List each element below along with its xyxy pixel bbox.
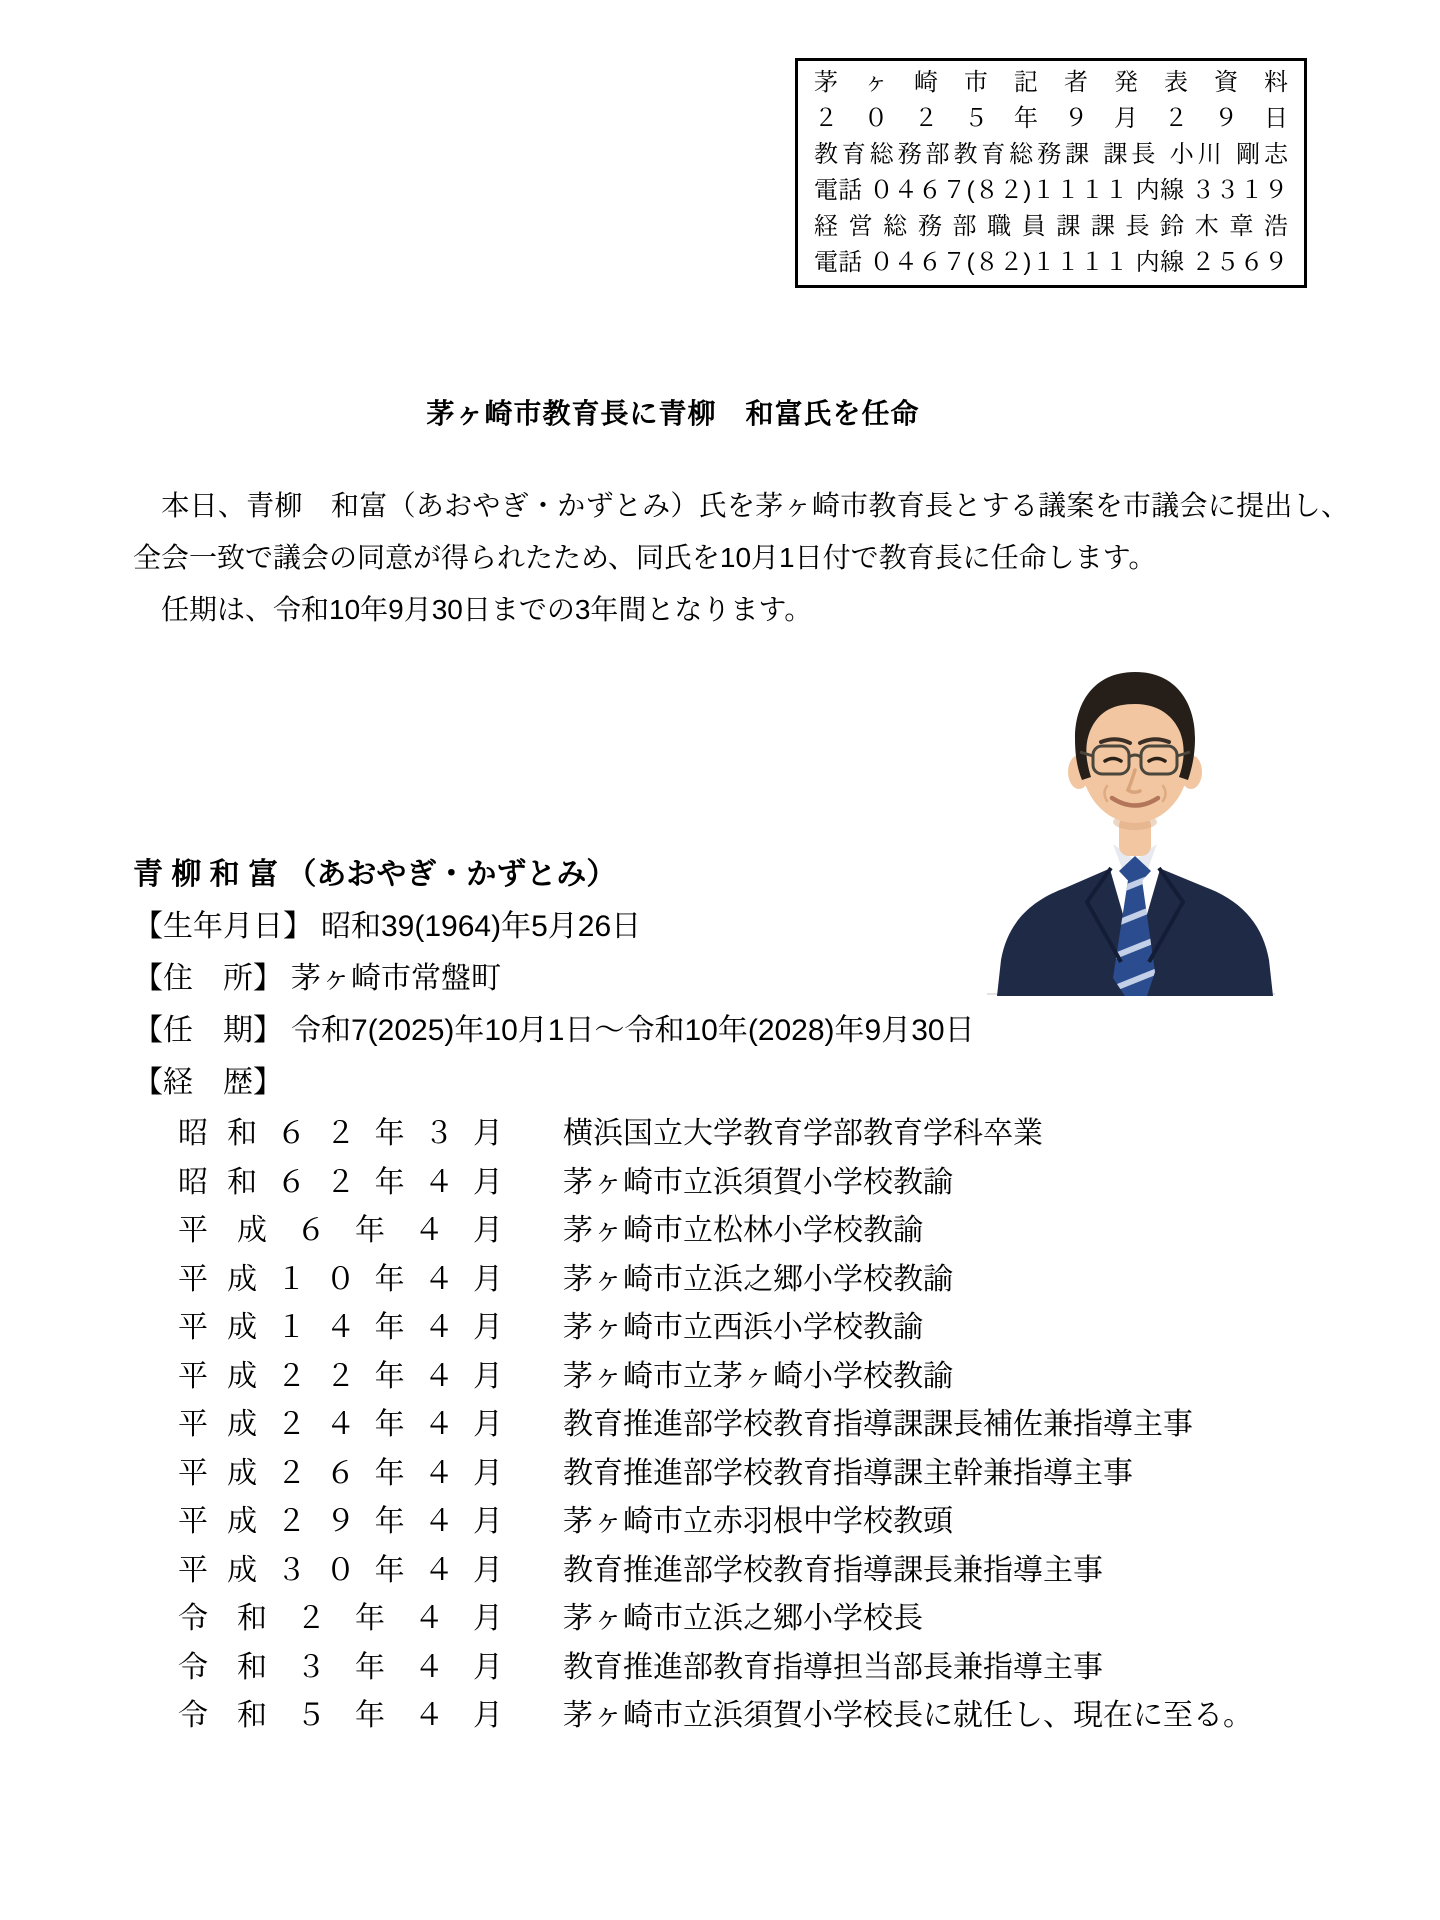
career-date: 昭 和 ６ ２ 年 ４ 月 xyxy=(178,1165,503,1199)
career-date: 平 成 ２ ２ 年 ４ 月 xyxy=(178,1359,503,1393)
career-row xyxy=(178,1207,1253,1256)
profile-value: 昭和39(1964)年5月26日 xyxy=(321,910,642,943)
press-info-contact-1: 教育総務部教育総務課 課長 小川 剛志 xyxy=(814,141,1288,168)
career-date: 令 和 ３ 年 ４ 月 xyxy=(178,1650,503,1684)
career-description: 茅ヶ崎市立浜之郷小学校長 xyxy=(563,1602,923,1635)
career-description: 教育推進部教育指導担当部長兼指導主事 xyxy=(563,1650,1103,1684)
career-description: 横浜国立大学教育学部教育学科卒業 xyxy=(563,1117,1043,1150)
career-date: 令 和 ２ 年 ４ 月 xyxy=(178,1602,503,1635)
press-info-phone-2: 電話 ０４６７(８２)１１１１ 内線 ２５６９ xyxy=(814,249,1288,276)
body-paragraph-1: 本日、青柳 和富（あおやぎ・かずとみ）氏を茅ヶ崎市教育長とする議案を市議会に提出し、全会一致で議会の同意が得られたため、同氏を10月1日付で教育長に任命します。 xyxy=(133,490,1349,573)
profile-value: 令和7(2025)年10月1日～令和10年(2028)年9月30日 xyxy=(291,1014,975,1047)
career-row xyxy=(178,1692,1253,1741)
profile-field-career xyxy=(133,1057,975,1109)
profile-label: 【任 期】 xyxy=(133,1014,283,1047)
profile-fields xyxy=(133,901,975,1109)
career-date: 平 成 ２ ４ 年 ４ 月 xyxy=(178,1408,503,1441)
profile-label: 【生年月日】 xyxy=(133,910,313,943)
career-row xyxy=(178,1110,1253,1159)
press-info-date: ２ ０ ２ ５ 年 ９ 月 ２ ９ 日 xyxy=(814,105,1288,132)
career-description: 茅ヶ崎市立西浜小学校教諭 xyxy=(563,1311,923,1344)
career-date: 平 成 ２ ６ 年 ４ 月 xyxy=(178,1456,503,1490)
career-row xyxy=(178,1498,1253,1547)
career-description: 茅ヶ崎市立浜須賀小学校教諭 xyxy=(563,1165,953,1199)
career-row xyxy=(178,1401,1253,1450)
profile-label: 【住 所】 xyxy=(133,962,283,995)
career-description: 茅ヶ崎市立赤羽根中学校教頭 xyxy=(563,1505,953,1538)
career-row xyxy=(178,1353,1253,1402)
career-description: 茅ヶ崎市立浜須賀小学校長に就任し、現在に至る。 xyxy=(563,1699,1253,1732)
press-info-org: 茅 ヶ 崎 市 記 者 発 表 資 料 xyxy=(814,69,1288,96)
career-date: 平 成 ２ ９ 年 ４ 月 xyxy=(178,1505,503,1538)
press-info-contact-2: 経 営 総 務 部 職 員 課 課 長 鈴 木 章 浩 xyxy=(814,213,1288,240)
career-date: 平 成 １ ４ 年 ４ 月 xyxy=(178,1311,503,1344)
career-description: 教育推進部学校教育指導課主幹兼指導主事 xyxy=(563,1456,1133,1490)
career-row xyxy=(178,1644,1253,1693)
body-paragraph-2: 任期は、令和10年9月30日までの3年間となります。 xyxy=(133,594,813,625)
career-description: 茅ヶ崎市立茅ヶ崎小学校教諭 xyxy=(563,1359,953,1393)
career-table xyxy=(178,1110,1253,1741)
portrait-photo xyxy=(985,640,1285,996)
person-name: 青 柳 和 富 （あおやぎ・かずとみ） xyxy=(133,858,617,891)
career-row xyxy=(178,1159,1253,1208)
career-date: 平 成 ６ 年 ４ 月 xyxy=(178,1214,503,1247)
profile-field-term xyxy=(133,1005,975,1057)
career-date: 昭 和 ６ ２ 年 ３ 月 xyxy=(178,1117,503,1150)
career-row xyxy=(178,1547,1253,1596)
profile-label: 【経 歴】 xyxy=(133,1066,283,1099)
career-description: 茅ヶ崎市立浜之郷小学校教諭 xyxy=(563,1262,953,1296)
profile-field-birthdate xyxy=(133,901,975,953)
career-description: 茅ヶ崎市立松林小学校教諭 xyxy=(563,1214,923,1247)
profile-field-address xyxy=(133,953,975,1005)
career-date: 平 成 ３ ０ 年 ４ 月 xyxy=(178,1553,503,1587)
career-date: 令 和 ５ 年 ４ 月 xyxy=(178,1699,503,1732)
profile-value: 茅ヶ崎市常盤町 xyxy=(291,962,501,995)
career-description: 教育推進部学校教育指導課長兼指導主事 xyxy=(563,1553,1103,1587)
career-row xyxy=(178,1304,1253,1353)
press-info-phone-1: 電話 ０４６７(８２)１１１１ 内線 ３３１９ xyxy=(814,177,1288,204)
body-text xyxy=(133,480,1349,636)
career-date: 平 成 １ ０ 年 ４ 月 xyxy=(178,1262,503,1296)
page-title: 茅ヶ崎市教育長に青柳 和富氏を任命 xyxy=(426,398,920,429)
career-row xyxy=(178,1450,1253,1499)
career-description: 教育推進部学校教育指導課課長補佐兼指導主事 xyxy=(563,1408,1193,1441)
career-row xyxy=(178,1595,1253,1644)
career-row xyxy=(178,1256,1253,1305)
press-info-box xyxy=(795,58,1307,288)
